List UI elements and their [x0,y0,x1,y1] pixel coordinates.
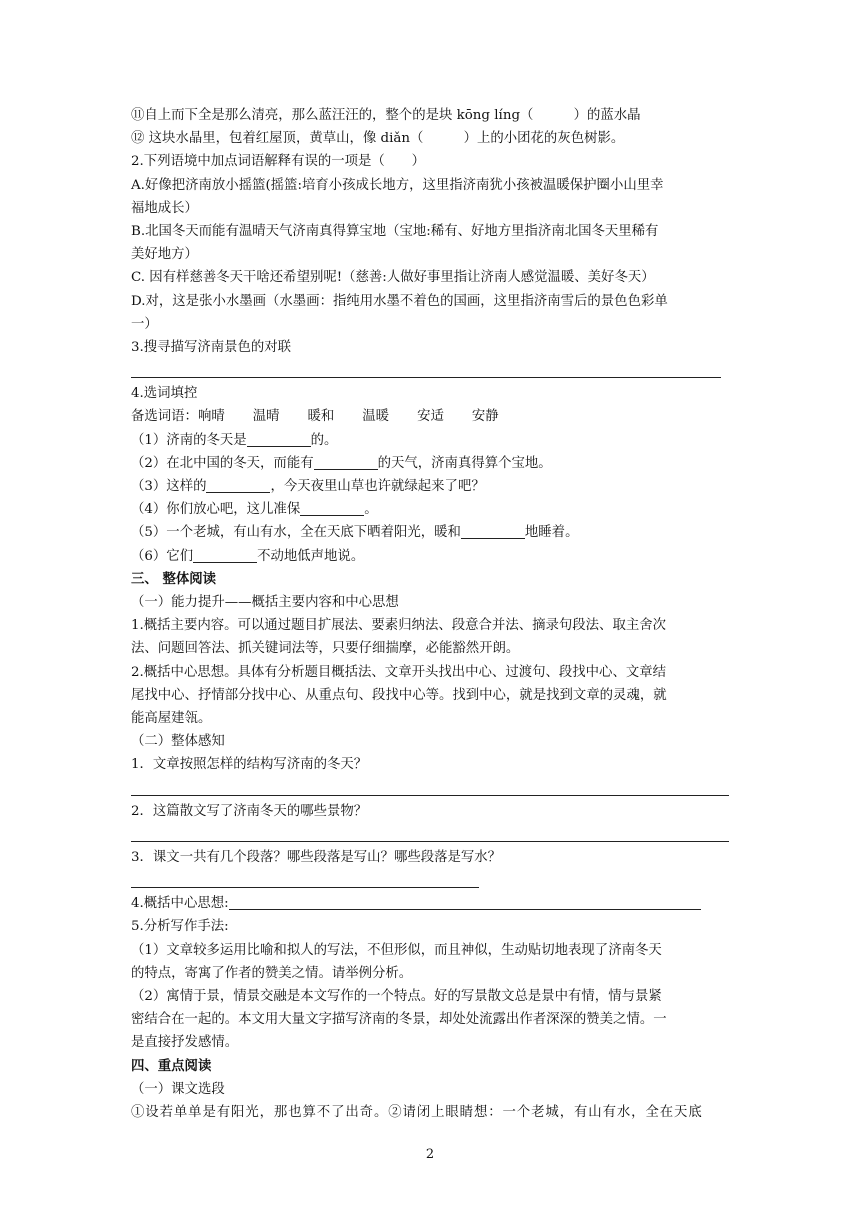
subsection-heading: （一）能力提升——概括主要内容和中心思想 [131,595,399,611]
option-word: 温晴 [252,409,280,425]
answer-line[interactable] [131,359,721,378]
fill-text: 的天气，济南真得算个宝地。 [377,455,552,471]
fill-item-6 [131,545,736,568]
section-heading: 三、 整体阅读 [131,570,217,587]
text-line: 密结合在一起的。本文用大量文字描写济南的冬景，却处处流露出作者深深的赞美之情。一 [131,1012,667,1028]
option-word: 安适 [417,409,444,425]
text-line: （1）文章较多运用比喻和拟人的写法，不但形似，而且神似，生动贴切地表现了济南冬天 [131,942,662,958]
text-line: ①设若单单是有阳光，那也算不了出奇。②请闭上眼睛想：一个老城，有山有水，全在天底 [131,1104,703,1120]
text-line: 的特点，寄寓了作者的赞美之情。请举例分析。 [131,965,413,981]
fill-blank[interactable] [300,501,364,516]
question-line [131,892,736,915]
options-label: 备选词语： [131,409,198,425]
text-line: 能高屋建瓴。 [131,711,212,727]
fill-text: （4）你们放心吧，这儿准保 [131,502,301,518]
fill-item-1 [131,429,736,452]
fill-text: 地睡着。 [524,525,579,541]
question-line: 2．这篇散文写了济南冬天的哪些景物？ [131,803,368,819]
text-line: （2）寓情于景，情景交融是本文写作的一个特点。好的写景散文总是景中有情，情与景紧 [131,988,662,1004]
text-line: ⑪自上而下全是那么清亮，那么蓝汪汪的，整个的是块 kōng líng（ ）的蓝水晶 [131,108,641,123]
option-b-cont: 美好地方） [131,247,198,263]
answer-line[interactable] [131,869,479,888]
answer-line[interactable] [131,823,729,842]
question-line: 1．文章按照怎样的结构写济南的冬天？ [131,757,368,773]
fill-item-3 [131,475,736,498]
fill-text: ，今天夜里山草也许就绿起来了吧？ [270,479,485,495]
option-d: D.对，这是张小水墨画（水墨画：指纯用水墨不着色的国画，这里指济南雪后的景色色彩单 [131,293,668,309]
question-line: 3．课文一共有几个段落？哪些段落是写山？哪些段落是写水？ [131,849,502,865]
option-b: B.北国冬天而能有温晴天气济南真得算宝地（宝地:稀有、好地方里指济南北国冬天里稀有 [131,224,659,240]
page-number: 2 [425,1147,435,1162]
section-heading: 四、重点阅读 [131,1057,212,1074]
fill-text: （2）在北中国的冬天，而能有 [131,455,314,471]
fill-text: （1）济南的冬天是 [131,432,247,448]
option-a: A.好像把济南放小摇篮(摇篮:培育小孩成长地方，这里指济南犹小孩被温暖保护圈小山里幸 [131,177,664,193]
option-word: 安静 [471,409,499,425]
option-word: 温暖 [362,409,390,425]
text-line: 是直接抒发感情。 [131,1035,239,1051]
option-word: 响晴 [197,409,225,425]
fill-blank[interactable] [193,548,257,563]
fill-item-2 [131,452,736,475]
fill-blank[interactable] [314,455,378,470]
text-line: 2.概括中心思想。具体有分析题目概括法、文章开头找出中心、过渡句、段找中心、文章结 [131,664,667,680]
question-4: 4.选词填控 [131,386,198,402]
fill-item-5 [131,521,736,544]
fill-text: （6）它们 [131,548,194,564]
question-2: 2.下列语境中加点词语解释有误的一项是（ ） [131,154,425,170]
question-3: 3.搜寻描写济南景色的对联 [131,340,292,356]
fill-text: （3）这样的 [131,479,207,495]
fill-blank[interactable] [206,478,270,493]
word-options [131,405,736,428]
text-line: 尾找中心、抒情部分找中心、从重点句、段找中心等。找到中心，就是找到文章的灵魂，就 [131,687,667,703]
fill-blank[interactable] [247,432,311,447]
option-d-cont: 一） [131,316,158,332]
question-text: 4.概括中心思想: [131,896,229,912]
fill-item-4 [131,498,736,521]
fill-text: 不动地低声地说。 [257,548,365,564]
fill-text: （5）一个老城，有山有水，全在天底下晒着阳光，暖和 [131,525,461,541]
answer-line[interactable] [131,777,729,796]
question-line: 5.分析写作手法: [131,919,229,935]
fill-text: 。 [364,502,378,518]
option-word: 暖和 [307,409,335,425]
text-line: 1.概括主要内容。可以通过题目扩展法、要素归纳法、段意合并法、摘录句段法、取主舍次 [131,618,667,634]
option-c: C. 因有样慈善冬天干啥还希望别呢!（慈善:人做好事里指让济南人感觉温暖、美好冬天） [131,270,655,286]
text-line: 法、问题回答法、抓关键词法等，只要仔细揣摩，必能豁然开朗。 [131,641,520,657]
subsection-heading: （一）课文选段 [131,1081,225,1097]
subsection-heading: （二）整体感知 [131,734,225,750]
option-a-cont: 福地成长） [131,200,198,216]
fill-blank[interactable] [461,524,525,539]
fill-text: 的。 [310,432,338,448]
text-line: ⑫ 这块水晶里，包着红屋顶，黄草山，像 diǎn（ ）上的小团花的灰色树影。 [131,131,625,147]
answer-blank[interactable] [229,895,701,910]
